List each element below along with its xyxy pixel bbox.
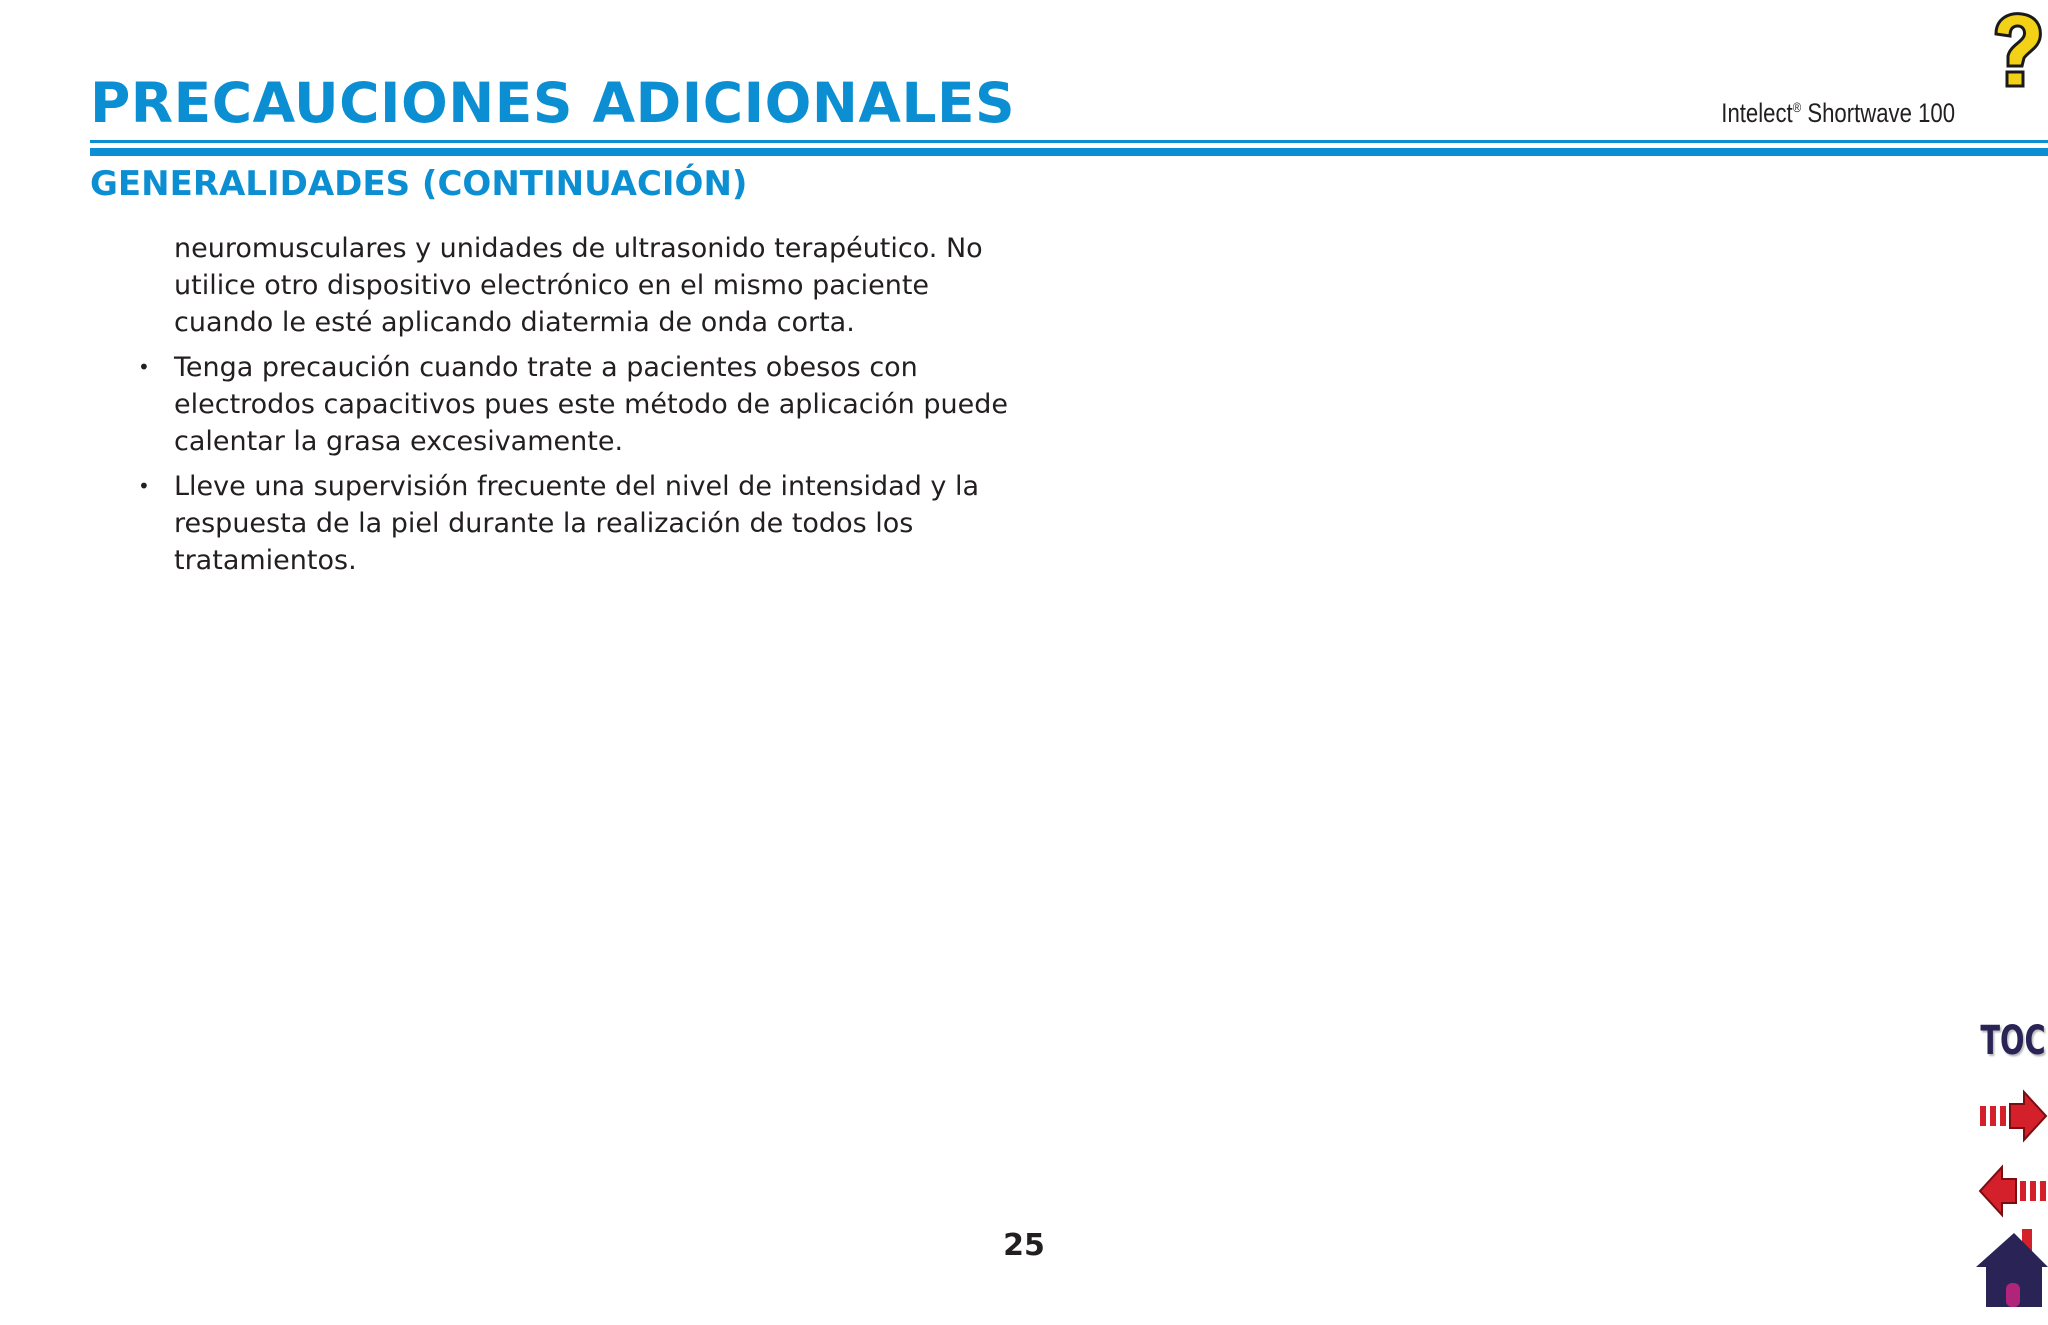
- continuation-paragraph: neuromusculares y unidades de ultrasonido terapéutico. No utilice otro dispositivo electrónico en el mismo paciente cuando le esté aplicando diatermia de onda corta.: [174, 233, 983, 338]
- list-item-text: Lleve una supervisión frecuente del nivel de intensidad y la respuesta de la piel durante la realización de todos los tratamientos.: [174, 471, 980, 576]
- page-number: 25: [1003, 1228, 1045, 1263]
- help-button[interactable]: [1982, 10, 2048, 90]
- previous-arrow-icon: [1978, 1163, 2048, 1219]
- next-arrow-icon: [1978, 1088, 2048, 1144]
- toc-label: TOC: [1980, 1018, 2046, 1064]
- precaution-list: [138, 349, 1014, 579]
- list-item: [138, 349, 1014, 460]
- header-rule-thick: [90, 148, 2048, 156]
- body-content: [138, 230, 1014, 587]
- home-icon: [1974, 1225, 2048, 1309]
- registered-mark: ®: [1792, 99, 1802, 115]
- toc-button[interactable]: [1978, 1012, 2048, 1067]
- next-page-button[interactable]: [1978, 1088, 2048, 1144]
- list-item: [138, 468, 1014, 579]
- product-brand: Intelect: [1721, 98, 1793, 128]
- question-mark-icon: [1982, 10, 2048, 90]
- list-item-text: Tenga precaución cuando trate a pacientes obesos con electrodos capacitivos pues este método de aplicación puede calentar la grasa excesivamente.: [174, 352, 1008, 457]
- header-rule-thin: [90, 140, 2048, 143]
- home-button[interactable]: [1974, 1225, 2048, 1309]
- bullet-marker: •: [138, 355, 150, 379]
- page-title: PRECAUCIONES ADICIONALES: [90, 71, 1016, 135]
- previous-page-button[interactable]: [1978, 1163, 2048, 1219]
- section-subtitle: GENERALIDADES (CONTINUACIÓN): [90, 164, 748, 204]
- product-name: [1721, 98, 1955, 129]
- bullet-marker: •: [138, 474, 150, 498]
- product-model: Shortwave 100: [1807, 98, 1955, 128]
